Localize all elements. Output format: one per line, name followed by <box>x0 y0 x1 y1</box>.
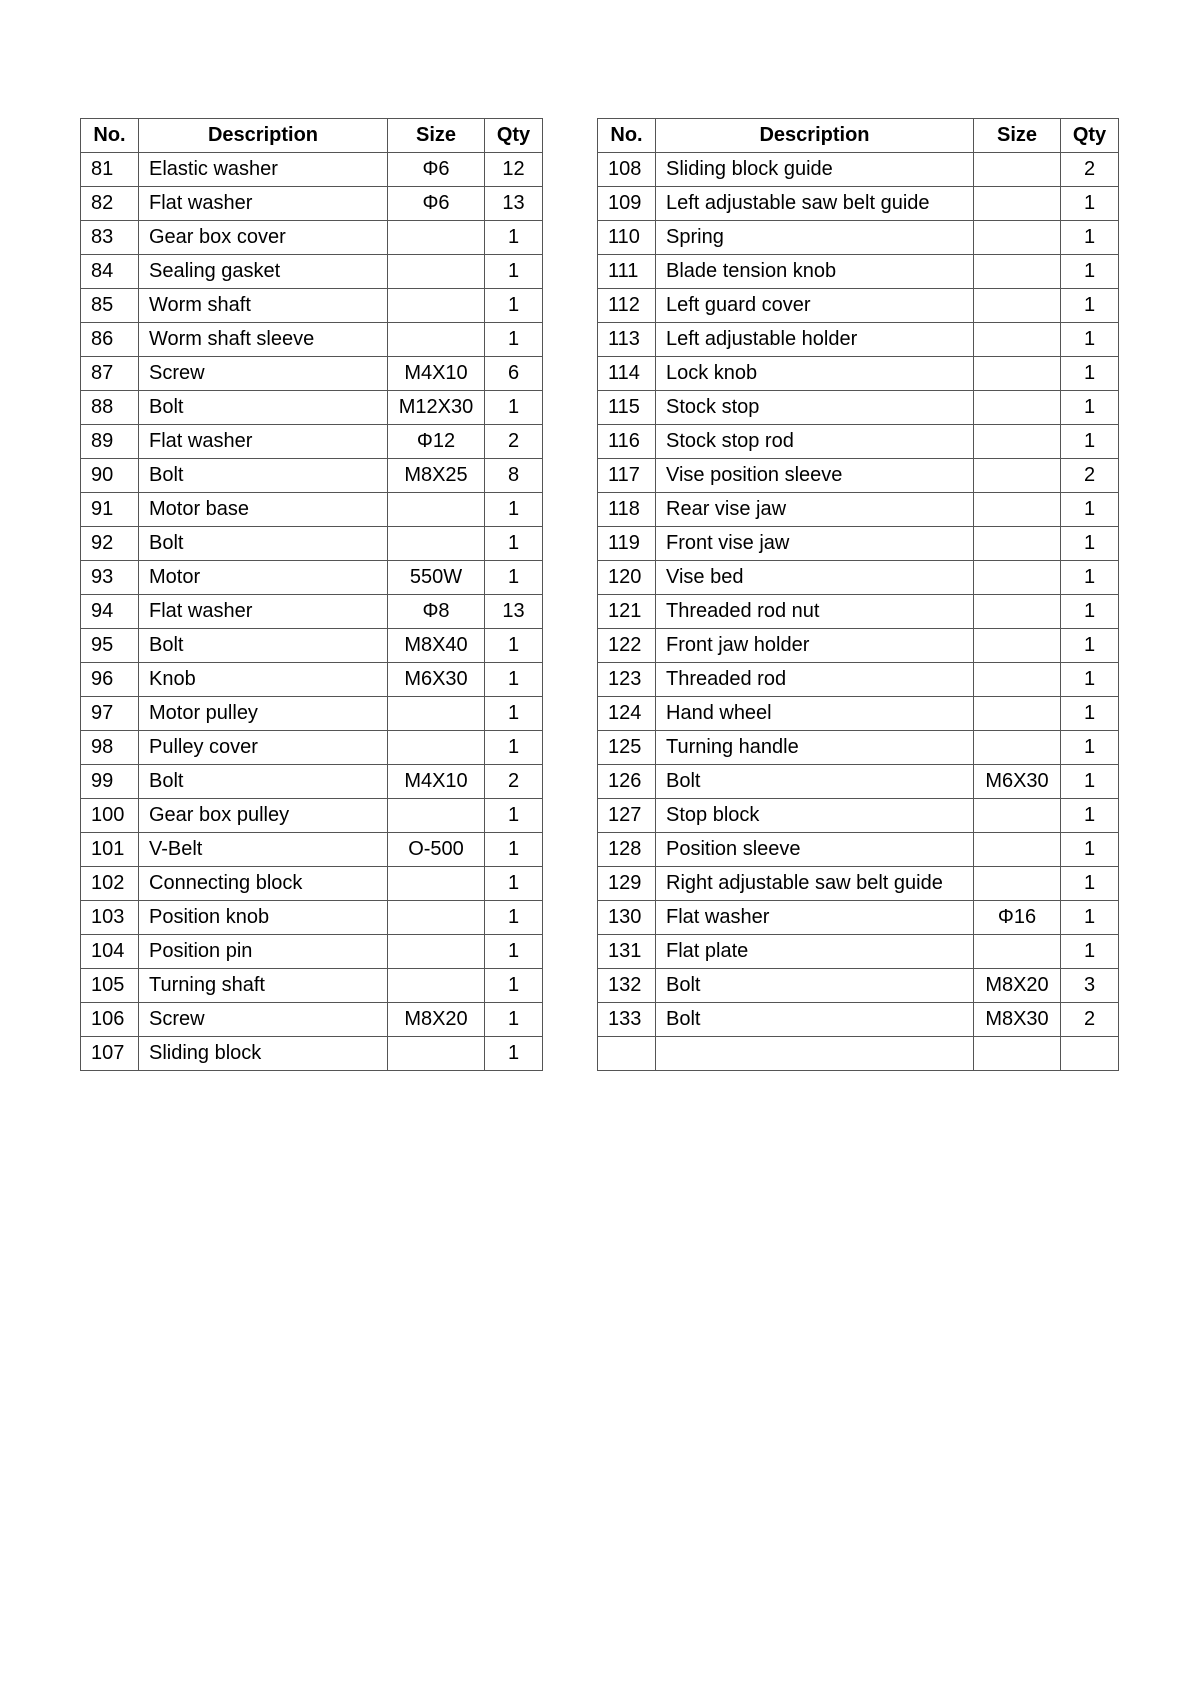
cell-description: Stock stop <box>656 391 974 425</box>
table-row <box>81 799 543 833</box>
table-row <box>81 187 543 221</box>
cell-qty: 13 <box>485 595 543 629</box>
cell-size <box>974 833 1061 867</box>
cell-size <box>388 731 485 765</box>
table-row <box>81 935 543 969</box>
cell-qty: 1 <box>485 697 543 731</box>
header-description: Description <box>139 119 388 153</box>
cell-description: Spring <box>656 221 974 255</box>
cell-no: 83 <box>81 221 139 255</box>
cell-size: Φ12 <box>388 425 485 459</box>
cell-qty: 1 <box>1061 867 1119 901</box>
table-row <box>598 867 1119 901</box>
cell-size: Φ6 <box>388 153 485 187</box>
table-row <box>81 425 543 459</box>
cell-description: Stock stop rod <box>656 425 974 459</box>
table-row <box>598 493 1119 527</box>
cell-size: M8X40 <box>388 629 485 663</box>
cell-no: 119 <box>598 527 656 561</box>
cell-size <box>974 867 1061 901</box>
cell-qty: 1 <box>485 867 543 901</box>
cell-no: 85 <box>81 289 139 323</box>
cell-description: Flat washer <box>139 595 388 629</box>
cell-qty: 1 <box>1061 799 1119 833</box>
cell-qty: 1 <box>485 799 543 833</box>
cell-description: Position sleeve <box>656 833 974 867</box>
cell-no: 118 <box>598 493 656 527</box>
cell-no: 113 <box>598 323 656 357</box>
cell-qty: 1 <box>485 833 543 867</box>
table-row <box>598 663 1119 697</box>
table-row <box>598 765 1119 799</box>
cell-qty: 1 <box>485 391 543 425</box>
cell-description: Worm shaft sleeve <box>139 323 388 357</box>
table-row <box>81 901 543 935</box>
cell-qty: 1 <box>1061 901 1119 935</box>
cell-qty: 1 <box>1061 323 1119 357</box>
cell-size: M6X30 <box>388 663 485 697</box>
cell-size: O-500 <box>388 833 485 867</box>
cell-size <box>974 425 1061 459</box>
cell-description: V-Belt <box>139 833 388 867</box>
cell-size <box>974 1037 1061 1071</box>
cell-size: 550W <box>388 561 485 595</box>
cell-qty: 1 <box>1061 255 1119 289</box>
cell-no: 129 <box>598 867 656 901</box>
table-row <box>598 425 1119 459</box>
cell-qty: 13 <box>485 187 543 221</box>
cell-no: 96 <box>81 663 139 697</box>
cell-description: Elastic washer <box>139 153 388 187</box>
cell-size <box>388 867 485 901</box>
cell-size <box>974 595 1061 629</box>
cell-size <box>974 561 1061 595</box>
cell-qty: 1 <box>1061 935 1119 969</box>
table-row <box>81 731 543 765</box>
cell-qty: 1 <box>1061 289 1119 323</box>
cell-no: 131 <box>598 935 656 969</box>
cell-qty: 1 <box>485 663 543 697</box>
cell-no: 121 <box>598 595 656 629</box>
cell-description: Threaded rod nut <box>656 595 974 629</box>
cell-description: Front vise jaw <box>656 527 974 561</box>
table-row <box>81 357 543 391</box>
cell-size: M12X30 <box>388 391 485 425</box>
cell-description: Left guard cover <box>656 289 974 323</box>
cell-description: Bolt <box>139 391 388 425</box>
cell-size <box>388 935 485 969</box>
cell-size <box>974 323 1061 357</box>
table-header-row <box>81 119 543 153</box>
cell-description: Sliding block <box>139 1037 388 1071</box>
table-row <box>598 323 1119 357</box>
cell-qty: 1 <box>1061 765 1119 799</box>
cell-description: Bolt <box>139 459 388 493</box>
cell-description: Turning shaft <box>139 969 388 1003</box>
cell-description: Bolt <box>139 629 388 663</box>
cell-description: Motor base <box>139 493 388 527</box>
cell-qty: 1 <box>485 289 543 323</box>
cell-no: 108 <box>598 153 656 187</box>
cell-description: Motor pulley <box>139 697 388 731</box>
cell-no: 93 <box>81 561 139 595</box>
cell-qty: 1 <box>485 221 543 255</box>
cell-qty: 1 <box>485 731 543 765</box>
cell-description: Position pin <box>139 935 388 969</box>
cell-no: 84 <box>81 255 139 289</box>
table-row <box>598 799 1119 833</box>
table-row <box>81 527 543 561</box>
table-row <box>81 629 543 663</box>
table-row <box>598 901 1119 935</box>
cell-description: Gear box cover <box>139 221 388 255</box>
cell-qty: 1 <box>485 969 543 1003</box>
cell-size <box>974 799 1061 833</box>
cell-qty: 1 <box>1061 697 1119 731</box>
cell-no: 130 <box>598 901 656 935</box>
cell-description: Front jaw holder <box>656 629 974 663</box>
table-row <box>81 663 543 697</box>
cell-description: Bolt <box>139 765 388 799</box>
header-qty: Qty <box>485 119 543 153</box>
cell-size <box>974 731 1061 765</box>
cell-size: M6X30 <box>974 765 1061 799</box>
table-row <box>598 731 1119 765</box>
cell-qty: 1 <box>485 1037 543 1071</box>
cell-no: 110 <box>598 221 656 255</box>
table-row <box>81 595 543 629</box>
cell-no: 111 <box>598 255 656 289</box>
cell-size <box>974 493 1061 527</box>
cell-size <box>974 221 1061 255</box>
cell-description: Left adjustable holder <box>656 323 974 357</box>
cell-description: Motor <box>139 561 388 595</box>
cell-size <box>974 391 1061 425</box>
cell-no: 92 <box>81 527 139 561</box>
cell-qty: 1 <box>1061 391 1119 425</box>
cell-no: 98 <box>81 731 139 765</box>
cell-qty: 2 <box>1061 459 1119 493</box>
cell-no: 100 <box>81 799 139 833</box>
cell-qty: 1 <box>485 629 543 663</box>
cell-no: 99 <box>81 765 139 799</box>
cell-size: M8X30 <box>974 1003 1061 1037</box>
cell-size <box>388 799 485 833</box>
cell-no: 116 <box>598 425 656 459</box>
cell-size <box>974 697 1061 731</box>
cell-size <box>974 527 1061 561</box>
cell-description: Flat washer <box>139 187 388 221</box>
cell-no: 89 <box>81 425 139 459</box>
cell-size: M8X20 <box>388 1003 485 1037</box>
cell-description: Position knob <box>139 901 388 935</box>
cell-no: 132 <box>598 969 656 1003</box>
table-row <box>598 527 1119 561</box>
cell-qty: 3 <box>1061 969 1119 1003</box>
header-size: Size <box>388 119 485 153</box>
table-row <box>598 221 1119 255</box>
cell-size: Φ8 <box>388 595 485 629</box>
cell-size: M4X10 <box>388 357 485 391</box>
table-header-row <box>598 119 1119 153</box>
table-row <box>598 561 1119 595</box>
cell-no: 103 <box>81 901 139 935</box>
table-row <box>598 255 1119 289</box>
cell-no: 133 <box>598 1003 656 1037</box>
cell-size <box>388 255 485 289</box>
cell-size <box>388 1037 485 1071</box>
cell-size <box>388 969 485 1003</box>
cell-qty: 1 <box>485 1003 543 1037</box>
header-description: Description <box>656 119 974 153</box>
cell-no: 82 <box>81 187 139 221</box>
table-row <box>598 459 1119 493</box>
cell-description: Flat washer <box>656 901 974 935</box>
cell-description: Blade tension knob <box>656 255 974 289</box>
cell-size: M8X25 <box>388 459 485 493</box>
cell-size <box>974 663 1061 697</box>
cell-qty: 1 <box>1061 731 1119 765</box>
cell-qty: 1 <box>1061 527 1119 561</box>
cell-description: Right adjustable saw belt guide <box>656 867 974 901</box>
table-row <box>81 867 543 901</box>
table-row <box>81 561 543 595</box>
table-row <box>81 391 543 425</box>
cell-size <box>388 289 485 323</box>
cell-description: Connecting block <box>139 867 388 901</box>
cell-size: M4X10 <box>388 765 485 799</box>
cell-qty: 2 <box>1061 1003 1119 1037</box>
cell-no: 88 <box>81 391 139 425</box>
cell-description: Vise bed <box>656 561 974 595</box>
cell-description: Lock knob <box>656 357 974 391</box>
cell-no: 90 <box>81 459 139 493</box>
header-no: No. <box>598 119 656 153</box>
cell-size <box>388 901 485 935</box>
cell-size <box>974 289 1061 323</box>
cell-description: Sealing gasket <box>139 255 388 289</box>
cell-qty: 1 <box>485 935 543 969</box>
cell-size <box>388 493 485 527</box>
cell-description: Bolt <box>656 969 974 1003</box>
cell-no: 127 <box>598 799 656 833</box>
table-row <box>598 289 1119 323</box>
cell-qty: 6 <box>485 357 543 391</box>
table-row <box>81 697 543 731</box>
cell-no: 123 <box>598 663 656 697</box>
cell-no: 126 <box>598 765 656 799</box>
cell-description: Bolt <box>656 1003 974 1037</box>
table-row <box>81 1003 543 1037</box>
cell-description: Threaded rod <box>656 663 974 697</box>
cell-qty: 1 <box>1061 187 1119 221</box>
cell-no: 107 <box>81 1037 139 1071</box>
table-row <box>81 1037 543 1071</box>
table-row <box>598 187 1119 221</box>
cell-qty: 12 <box>485 153 543 187</box>
cell-no: 114 <box>598 357 656 391</box>
cell-description: Sliding block guide <box>656 153 974 187</box>
cell-qty: 1 <box>1061 629 1119 663</box>
cell-no: 94 <box>81 595 139 629</box>
cell-description: Screw <box>139 357 388 391</box>
cell-qty: 1 <box>1061 833 1119 867</box>
cell-description: Bolt <box>139 527 388 561</box>
cell-description: Screw <box>139 1003 388 1037</box>
cell-qty: 8 <box>485 459 543 493</box>
cell-no: 125 <box>598 731 656 765</box>
cell-no: 120 <box>598 561 656 595</box>
cell-description: Hand wheel <box>656 697 974 731</box>
cell-no: 115 <box>598 391 656 425</box>
cell-size <box>974 459 1061 493</box>
cell-size <box>388 323 485 357</box>
cell-no: 81 <box>81 153 139 187</box>
cell-description: Stop block <box>656 799 974 833</box>
cell-description: Bolt <box>656 765 974 799</box>
cell-no: 101 <box>81 833 139 867</box>
cell-size <box>974 187 1061 221</box>
table-row <box>598 697 1119 731</box>
cell-size: Φ6 <box>388 187 485 221</box>
cell-no: 128 <box>598 833 656 867</box>
cell-size <box>974 357 1061 391</box>
cell-qty: 1 <box>485 561 543 595</box>
header-qty: Qty <box>1061 119 1119 153</box>
table-row <box>598 595 1119 629</box>
cell-size <box>388 527 485 561</box>
table-row <box>81 765 543 799</box>
cell-no: 105 <box>81 969 139 1003</box>
table-row <box>81 289 543 323</box>
cell-size <box>974 629 1061 663</box>
parts-table-left <box>80 118 543 1071</box>
table-row <box>81 323 543 357</box>
cell-qty: 1 <box>485 493 543 527</box>
cell-no: 109 <box>598 187 656 221</box>
parts-table-right <box>597 118 1119 1071</box>
table-row <box>598 391 1119 425</box>
cell-qty: 1 <box>1061 561 1119 595</box>
table-row <box>81 493 543 527</box>
cell-size <box>388 697 485 731</box>
table-row <box>598 153 1119 187</box>
table-row <box>81 459 543 493</box>
cell-qty: 1 <box>485 255 543 289</box>
cell-size <box>974 935 1061 969</box>
cell-size: M8X20 <box>974 969 1061 1003</box>
cell-qty: 1 <box>1061 595 1119 629</box>
cell-qty: 2 <box>1061 153 1119 187</box>
cell-description: Flat plate <box>656 935 974 969</box>
table-row <box>81 969 543 1003</box>
table-row <box>598 969 1119 1003</box>
cell-qty: 1 <box>1061 357 1119 391</box>
header-size: Size <box>974 119 1061 153</box>
cell-description: Vise position sleeve <box>656 459 974 493</box>
cell-description: Left adjustable saw belt guide <box>656 187 974 221</box>
cell-no: 124 <box>598 697 656 731</box>
table-row <box>598 357 1119 391</box>
cell-no: 86 <box>81 323 139 357</box>
cell-qty: 1 <box>1061 663 1119 697</box>
cell-no: 87 <box>81 357 139 391</box>
table-row <box>598 935 1119 969</box>
cell-description: Knob <box>139 663 388 697</box>
cell-qty: 1 <box>485 527 543 561</box>
table-row <box>598 629 1119 663</box>
cell-description: Pulley cover <box>139 731 388 765</box>
cell-no: 122 <box>598 629 656 663</box>
cell-description: Gear box pulley <box>139 799 388 833</box>
cell-no: 102 <box>81 867 139 901</box>
cell-size: Φ16 <box>974 901 1061 935</box>
cell-qty: 2 <box>485 425 543 459</box>
cell-no: 112 <box>598 289 656 323</box>
cell-size <box>974 153 1061 187</box>
cell-no: 117 <box>598 459 656 493</box>
cell-description: Worm shaft <box>139 289 388 323</box>
cell-qty: 1 <box>1061 221 1119 255</box>
cell-no <box>598 1037 656 1071</box>
table-row <box>81 255 543 289</box>
header-no: No. <box>81 119 139 153</box>
cell-no: 106 <box>81 1003 139 1037</box>
table-row <box>598 833 1119 867</box>
cell-description: Turning handle <box>656 731 974 765</box>
table-row <box>81 833 543 867</box>
cell-size <box>974 255 1061 289</box>
cell-description: Flat washer <box>139 425 388 459</box>
cell-qty: 1 <box>485 323 543 357</box>
cell-no: 91 <box>81 493 139 527</box>
table-row <box>81 153 543 187</box>
cell-no: 97 <box>81 697 139 731</box>
table-row <box>598 1003 1119 1037</box>
cell-size <box>388 221 485 255</box>
cell-no: 104 <box>81 935 139 969</box>
cell-qty: 1 <box>485 901 543 935</box>
cell-qty <box>1061 1037 1119 1071</box>
table-row <box>81 221 543 255</box>
cell-description: Rear vise jaw <box>656 493 974 527</box>
table-row <box>598 1037 1119 1071</box>
cell-qty: 1 <box>1061 493 1119 527</box>
cell-qty: 1 <box>1061 425 1119 459</box>
cell-no: 95 <box>81 629 139 663</box>
cell-description <box>656 1037 974 1071</box>
cell-qty: 2 <box>485 765 543 799</box>
